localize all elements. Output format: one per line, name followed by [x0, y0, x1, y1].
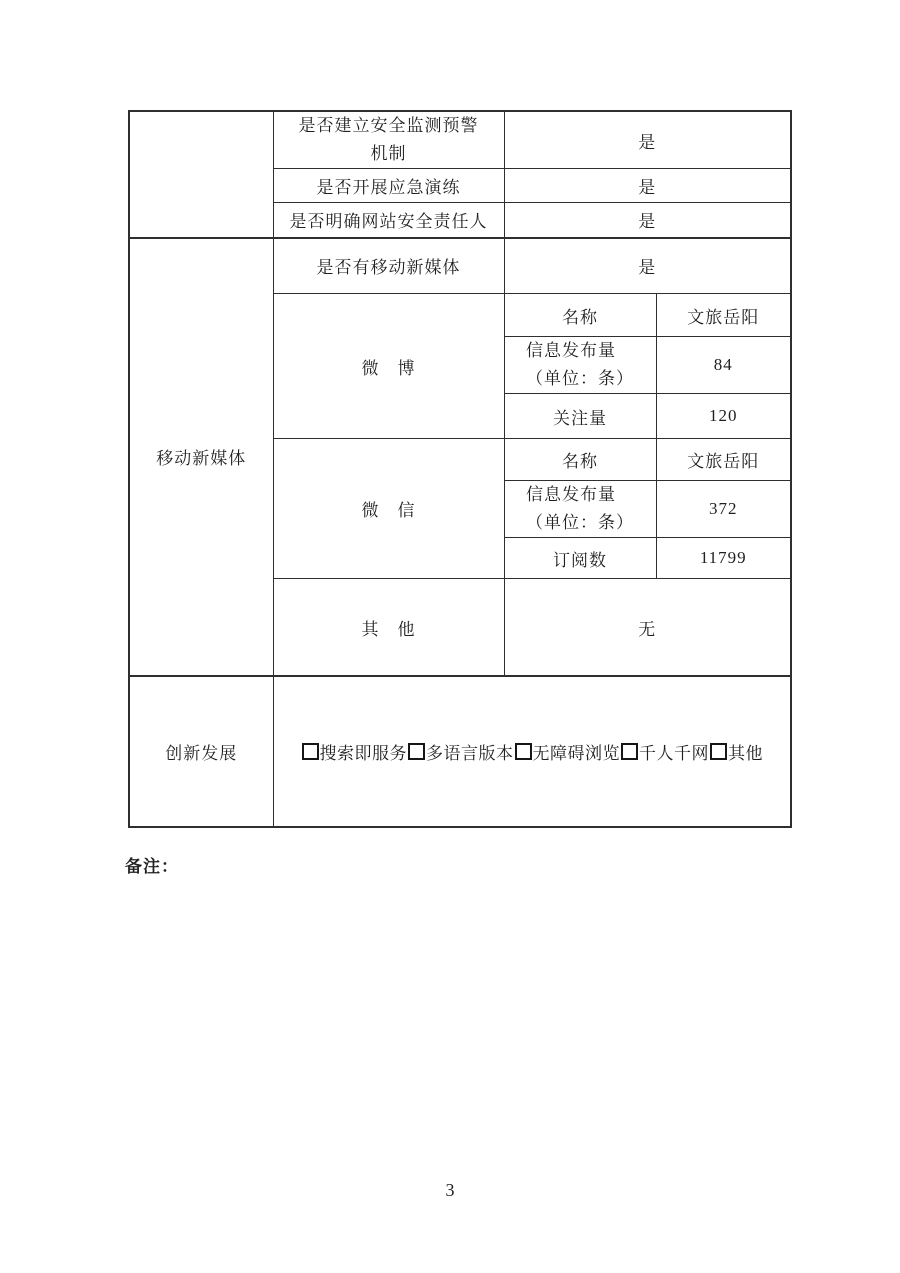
sub-label-cell: 名称: [504, 294, 656, 337]
option-label: 多语言版本: [426, 743, 514, 763]
table-row: [129, 111, 791, 169]
innovation-options: [301, 744, 764, 763]
sub-label-cell: [504, 481, 656, 538]
section-cell-empty: [129, 111, 273, 238]
value-cell: 文旅岳阳: [656, 439, 791, 481]
innovation-options-cell: [273, 676, 791, 827]
value-cell: 无: [504, 579, 791, 676]
value-cell: 84: [656, 337, 791, 394]
posts-label: 信息发布量 （单位：条）: [526, 341, 634, 389]
value-cell: 是: [504, 203, 791, 238]
value-cell: 120: [656, 394, 791, 439]
sub-label-cell: 关注量: [504, 394, 656, 439]
wechat-group-cell: 微 信: [273, 439, 504, 579]
other-label-cell: 其 他: [273, 579, 504, 676]
section-cell-mobile-media: 移动新媒体: [129, 238, 273, 676]
label-cell: 是否开展应急演练: [273, 169, 504, 203]
checkbox-icon: [408, 743, 425, 760]
sub-label-cell: 订阅数: [504, 538, 656, 579]
table-row: [129, 676, 791, 827]
value-cell: 文旅岳阳: [656, 294, 791, 337]
option-label: 其他: [728, 743, 763, 763]
sub-label-cell: [504, 337, 656, 394]
option-label: 无障碍浏览: [532, 743, 620, 763]
remarks-label: 备注：: [125, 857, 179, 876]
page-number: 3: [445, 1180, 455, 1200]
value-cell: 是: [504, 111, 791, 169]
checkbox-icon: [710, 743, 727, 760]
sub-label-cell: 名称: [504, 439, 656, 481]
label-cell: 是否有移动新媒体: [273, 238, 504, 294]
value-cell: 是: [504, 238, 791, 294]
section-cell-innovation: 创新发展: [129, 676, 273, 827]
label-cell: [273, 111, 504, 169]
table-row: [129, 238, 791, 294]
value-cell: 372: [656, 481, 791, 538]
label-cell: 是否明确网站安全责任人: [273, 203, 504, 238]
posts-label: 信息发布量 （单位：条）: [526, 485, 634, 533]
checkbox-icon: [302, 743, 319, 760]
security-label: 是否建立安全监测预警机制: [298, 116, 479, 164]
weibo-group-cell: 微 博: [273, 294, 504, 439]
checkbox-icon: [621, 743, 638, 760]
value-cell: 11799: [656, 538, 791, 579]
option-label: 搜索即服务: [319, 743, 407, 763]
checkbox-icon: [515, 743, 532, 760]
value-cell: 是: [504, 169, 791, 203]
annual-report-table: [128, 110, 792, 828]
option-label: 千人千网: [639, 743, 709, 763]
